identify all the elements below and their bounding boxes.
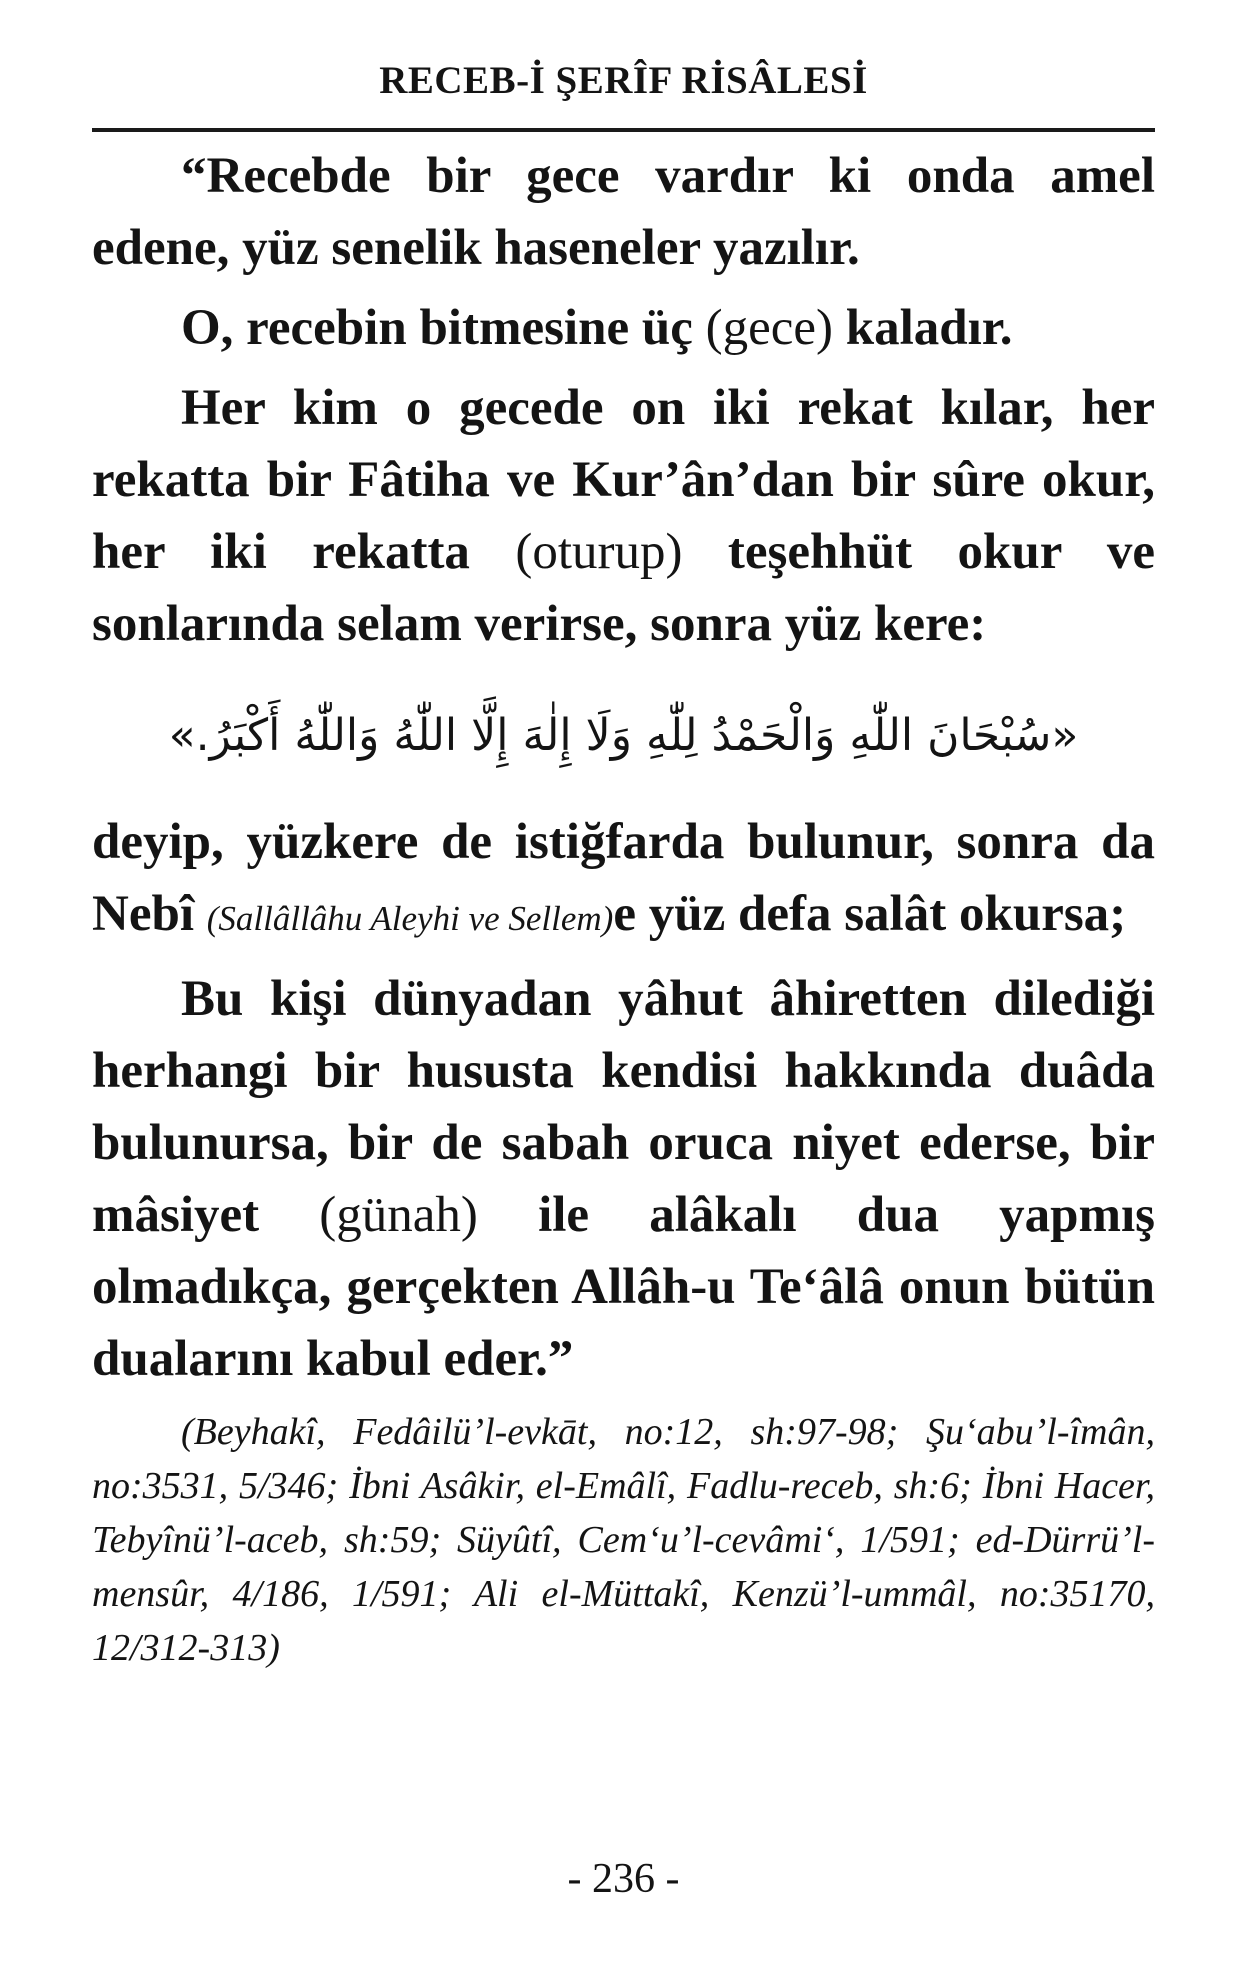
paragraph-4 bbox=[92, 806, 1155, 955]
paragraph-5-text-c: ile alâkalı dua yapmış olmadıkça, gerçekten Allâh-u Te‘âlâ onun bütün dualarını kabul eder.” bbox=[92, 1187, 1155, 1387]
paragraph-3 bbox=[92, 372, 1155, 660]
arabic-tasbih: «سُبْحَانَ اللّٰهِ وَالْحَمْدُ لِلّٰهِ وَلَا إِلٰهَ إِلَّا اللّٰهُ وَاللّٰهُ أَكْبَرُ.» bbox=[168, 710, 1079, 761]
paragraph-3-gloss: (oturup) bbox=[515, 524, 683, 580]
paragraph-2-text-c: kaladır. bbox=[832, 300, 1013, 356]
page-body bbox=[92, 140, 1155, 1713]
header-rule bbox=[92, 128, 1155, 132]
paragraph-2-text-a: O, recebin bitmesine üç bbox=[181, 300, 706, 356]
paragraph-5 bbox=[92, 963, 1155, 1395]
paragraph-4-eulogy: (Sallâllâhu Aleyhi ve Sellem) bbox=[206, 899, 614, 938]
paragraph-2-gloss: (gece) bbox=[705, 300, 833, 356]
paragraph-4-text-c: e yüz defa salât okursa; bbox=[613, 886, 1127, 942]
paragraph-4-text-a: deyip, yüzkere de istiğfarda bulunur, sonra da Nebî bbox=[92, 814, 1155, 942]
page-number: - 236 - bbox=[567, 1856, 680, 1902]
paragraph-5-text-a: Bu kişi dünyadan yâhut âhiretten dilediği herhangi bir hususta kendisi hakkında duâda bulunursa, bir de sabah oruca niyet ederse, bir mâsiyet bbox=[92, 971, 1155, 1243]
source-citation: (Beyhakî, Fedâilü’l-evkāt, no:12, sh:97-98; Şu‘abu’l-îmân, no:3531, 5/346; İbni Asâkir, el-Emâlî, Fadlu-receb, sh:6; İbni Hacer, Tebyînü’l-aceb, sh:59; Süyûtî, Cem‘u’l-cevâmi‘, 1/591; ed-Dürrü’l-mensûr, 4/186, 1/591; Ali el-Müttakî, Kenzü’l-ummâl, no:35170, 12/312-313) bbox=[92, 1411, 1155, 1669]
paragraph-3-text-c: teşehhüt okur ve sonlarında selam verirse, sonra yüz kere: bbox=[92, 524, 1155, 652]
paragraph-2 bbox=[92, 292, 1155, 364]
running-header: RECEB-İ ŞERÎF RİSÂLESİ bbox=[379, 59, 868, 102]
paragraph-3-text-a: Her kim o gecede on iki rekat kılar, her rekatta bir Fâtiha ve Kur’ân’dan bir sûre okur, her iki rekatta bbox=[92, 380, 1155, 580]
paragraph-1: “Recebde bir gece vardır ki onda amel edene, yüz senelik haseneler yazılır. bbox=[92, 148, 1155, 276]
paragraph-5-gloss: (günah) bbox=[319, 1187, 478, 1243]
